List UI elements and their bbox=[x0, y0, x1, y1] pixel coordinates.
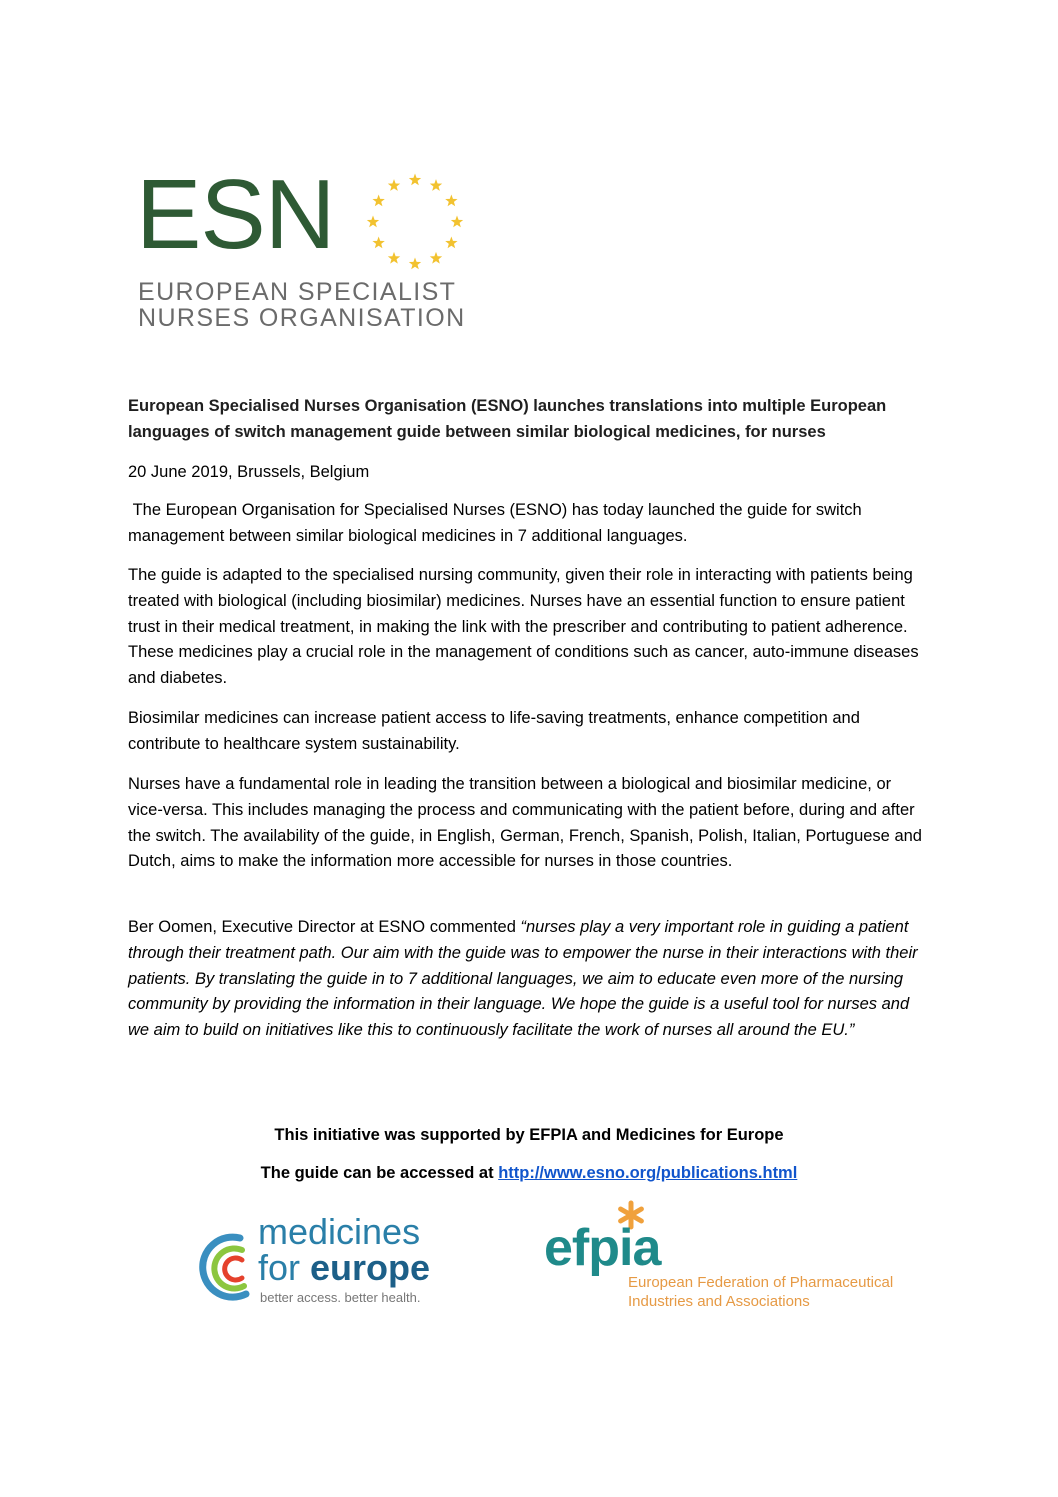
mfe-wordmark-line-1: medicines bbox=[258, 1211, 421, 1252]
efpia-wordmark: efpia bbox=[544, 1219, 661, 1277]
star-icon bbox=[372, 195, 384, 207]
star-icon bbox=[388, 179, 400, 191]
paragraph-2: The guide is adapted to the specialised nursing community, given their role in interacting with patients being treated with biological (including biosimilar) medicines. Nurses have an essential function to ensure patient trust in their medical treatment, in making the link with the prescriber and contributing to patient adherence. These medicines play a crucial role in the management of conditions such as cancer, auto-immune diseases and diabetes. bbox=[128, 566, 919, 688]
paragraph-1: The European Organisation for Specialised Nurses (ESNO) has today launched the guide for switch management between similar biological medicines in 7 additional languages. bbox=[128, 501, 867, 545]
publications-link[interactable]: http://www.esno.org/publications.html bbox=[498, 1164, 798, 1182]
paragraph-5 bbox=[128, 915, 928, 1044]
esno-logo-wordmark: ESN bbox=[136, 159, 335, 269]
efpia-subtitle-2: Industries and Associations bbox=[628, 1293, 810, 1310]
access-statement bbox=[0, 1164, 1058, 1183]
star-icon bbox=[409, 174, 421, 186]
star-icon bbox=[372, 237, 384, 249]
star-icon bbox=[367, 216, 379, 228]
access-prefix: The guide can be accessed at bbox=[260, 1164, 499, 1182]
dateline: 20 June 2019, Brussels, Belgium bbox=[128, 463, 370, 481]
paragraph-3: Biosimilar medicines can increase patient access to life-saving treatments, enhance competition and contribute to healthcare system sustainability. bbox=[128, 709, 860, 753]
star-icon bbox=[430, 179, 442, 191]
paragraph-4: Nurses have a fundamental role in leading the transition between a biological and biosimilar medicine, or vice-versa. This includes managing the process and communicating with the patient before, during and after the switch. The availability of the guide, in English, German, French, Spanish, Polish, Italian, Portuguese and Dutch, aims to make the information more accessible for nurses in those countries. bbox=[128, 775, 922, 871]
press-release-headline: European Specialised Nurses Organisation (ESNO) launches translations into multiple European languages of switch management guide between similar biological medicines, for nurses bbox=[128, 397, 887, 441]
medicines-for-europe-logo bbox=[196, 1210, 456, 1310]
support-statement: This initiative was supported by EFPIA and Medicines for Europe bbox=[274, 1126, 784, 1144]
esno-logo-subtitle-1: EUROPEAN SPECIALIST bbox=[138, 278, 457, 306]
medicines-for-europe-mark-icon bbox=[196, 1232, 260, 1302]
star-icon bbox=[445, 195, 457, 207]
esno-logo-subtitle-2: NURSES ORGANISATION bbox=[138, 304, 466, 332]
star-icon bbox=[388, 252, 400, 264]
eu-stars-icon bbox=[360, 167, 470, 277]
star-icon bbox=[409, 258, 421, 270]
quote-attribution: Ber Oomen, Executive Director at ESNO commented bbox=[128, 918, 521, 936]
star-icon bbox=[430, 252, 442, 264]
director-quote: “nurses play a very important role in guiding a patient through their treatment path. Our aim with the guide was to empower the nurse in their interactions with their patients. By translating the guide in to 7 additional languages, we aim to educate even more of the nursing community by providing the information in their language. We hope the guide is a useful tool for nurses and we aim to build on initiatives like this to continuously facilitate the work of nurses all around the EU.” bbox=[128, 918, 918, 1040]
efpia-subtitle-1: European Federation of Pharmaceutical bbox=[628, 1274, 894, 1291]
mfe-wordmark-line-2: for europe bbox=[258, 1247, 431, 1288]
efpia-logo bbox=[544, 1200, 924, 1315]
star-icon bbox=[451, 216, 463, 228]
star-icon bbox=[445, 237, 457, 249]
mfe-tagline: better access. better health. bbox=[260, 1290, 421, 1305]
